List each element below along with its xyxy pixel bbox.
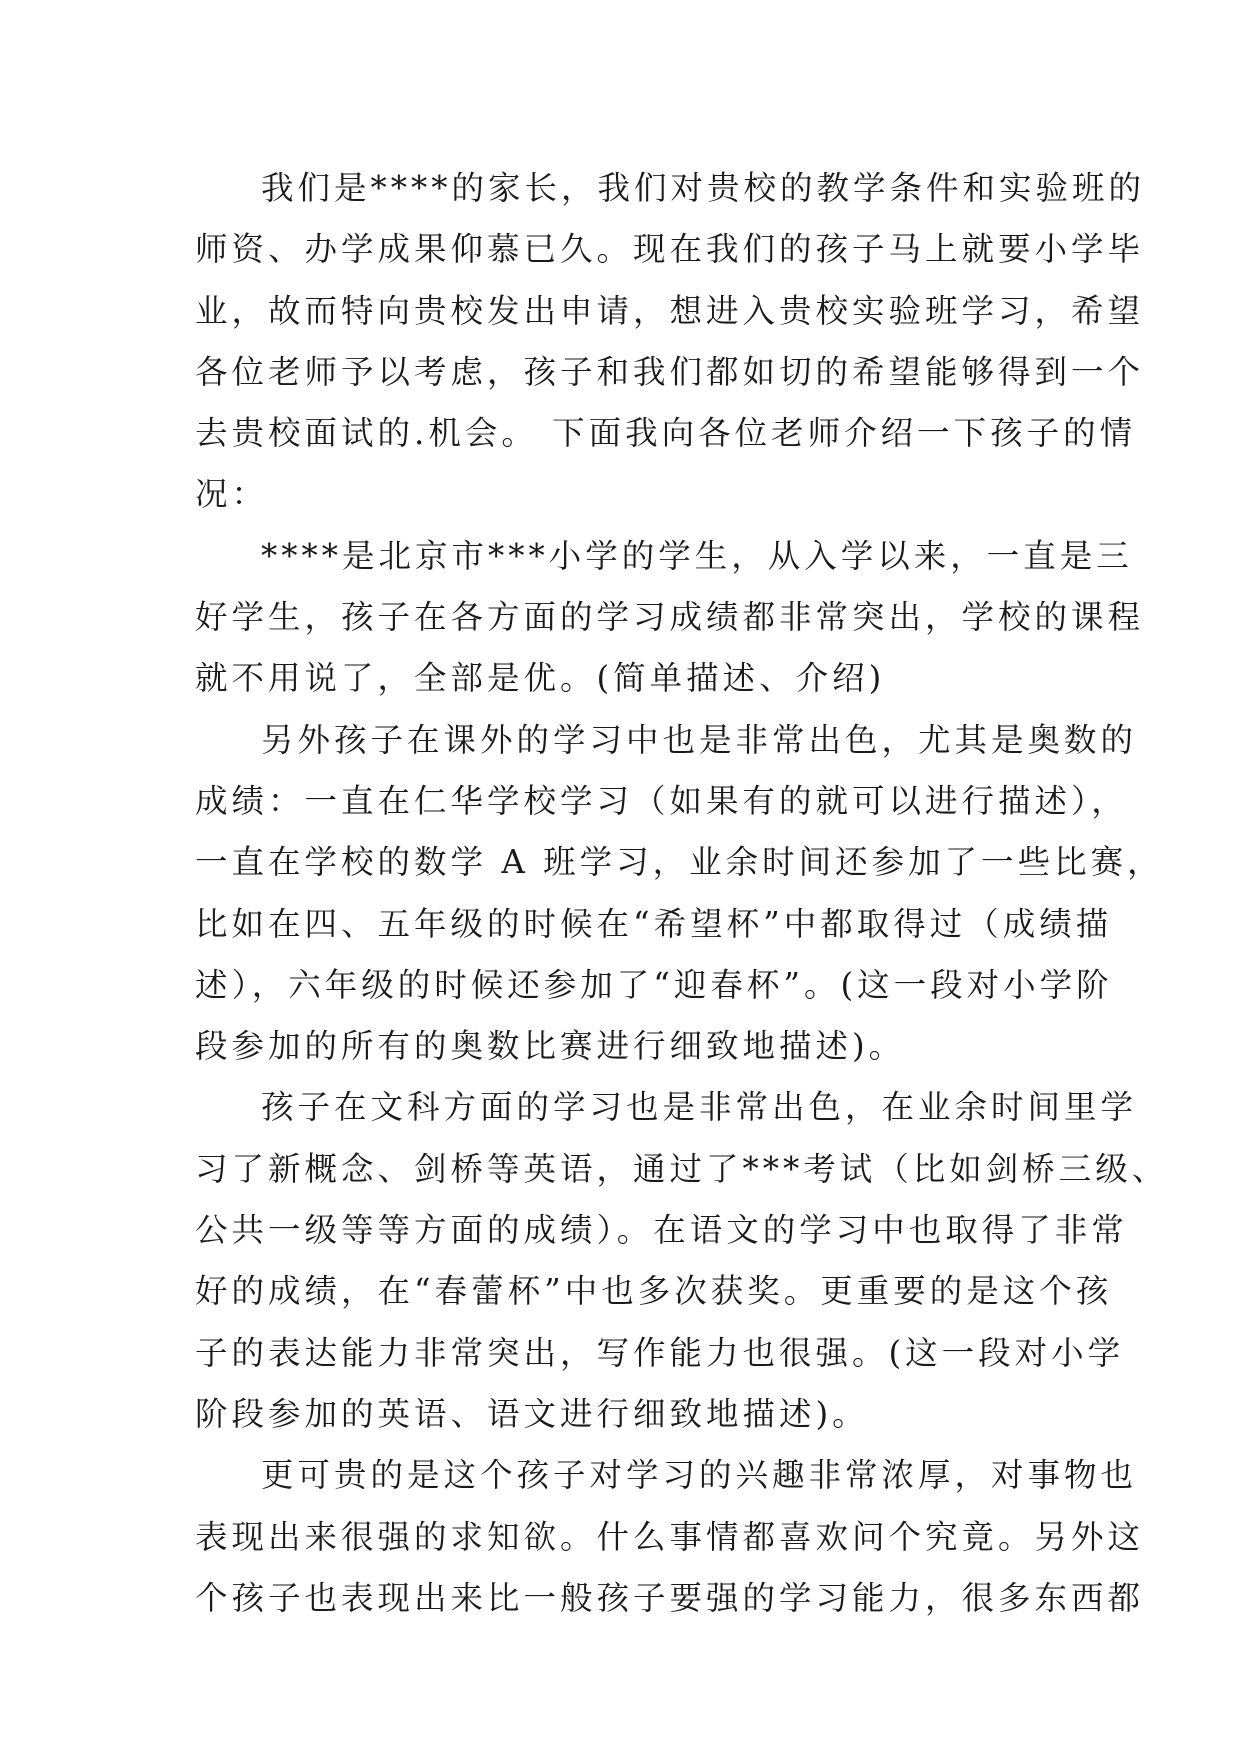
- document-body: [195, 158, 1169, 1629]
- text-line: 师资、办学成果仰慕已久。现在我们的孩子马上就要小学毕: [195, 230, 1145, 269]
- paragraph-2: [195, 526, 1145, 710]
- text-line: 个孩子也表现出来比一般孩子要强的学习能力，很多东西都: [195, 1578, 1145, 1617]
- text-line: 去贵校面试的.机会。 下面我向各位老师介绍一下孩子的情: [195, 414, 1137, 453]
- text-line: 成绩：一直在仁华学校学习（如果有的就可以进行描述），: [195, 781, 1128, 820]
- text-line: 孩子在文科方面的学习也是非常出色，在业余时间里学: [261, 1088, 1138, 1127]
- text-line: 况：: [195, 475, 269, 514]
- text-line: 表现出来很强的求知欲。什么事情都喜欢问个究竟。另外这: [195, 1517, 1145, 1556]
- text-line: 好的成绩，在“春蕾杯”中也多次获奖。更重要的是这个孩: [195, 1272, 1113, 1311]
- text-line: 子的表达能力非常突出，写作能力也很强。(这一段对小学: [195, 1333, 1125, 1372]
- text-line: 另外孩子在课外的学习中也是非常出色，尤其是奥数的: [261, 720, 1138, 759]
- text-line: 段参加的所有的奥数比赛进行细致地描述)。: [195, 1027, 906, 1066]
- paragraph-5: [195, 1445, 1145, 1629]
- paragraph-3: [195, 710, 1164, 1078]
- text-line: 好学生，孩子在各方面的学习成绩都非常突出，学校的课程: [195, 598, 1145, 637]
- text-line: 公共一级等等方面的成绩）。在语文的学习中也取得了非常: [195, 1211, 1128, 1250]
- text-line: 述），六年级的时候还参加了“迎春杯”。(这一段对小学阶: [195, 965, 1113, 1004]
- paragraph-1: [195, 158, 1146, 526]
- text-line: 业，故而特向贵校发出申请，想进入贵校实验班学习，希望: [195, 291, 1145, 330]
- text-line: 阶段参加的英语、语文进行细致地描述)。: [195, 1394, 869, 1433]
- text-line: 比如在四、五年级的时候在“希望杯”中都取得过（成绩描: [195, 904, 1113, 943]
- text-line: 习了新概念、剑桥等英语，通过了***考试（比如剑桥三级、: [195, 1149, 1169, 1188]
- text-line: 各位老师予以考虑，孩子和我们都如切的希望能够得到一个: [195, 352, 1145, 391]
- text-line: ****是北京市***小学的学生，从入学以来，一直是三: [261, 536, 1133, 575]
- text-line: 就不用说了，全部是优。(简单描述、介绍): [195, 659, 886, 698]
- text-line: 我们是****的家长，我们对贵校的教学条件和实验班的: [261, 169, 1146, 207]
- text-line: 一直在学校的数学 A 班学习，业余时间还参加了一些比赛，: [195, 843, 1164, 882]
- paragraph-4: [195, 1077, 1169, 1445]
- text-line: 更可贵的是这个孩子对学习的兴趣非常浓厚，对事物也: [261, 1456, 1138, 1495]
